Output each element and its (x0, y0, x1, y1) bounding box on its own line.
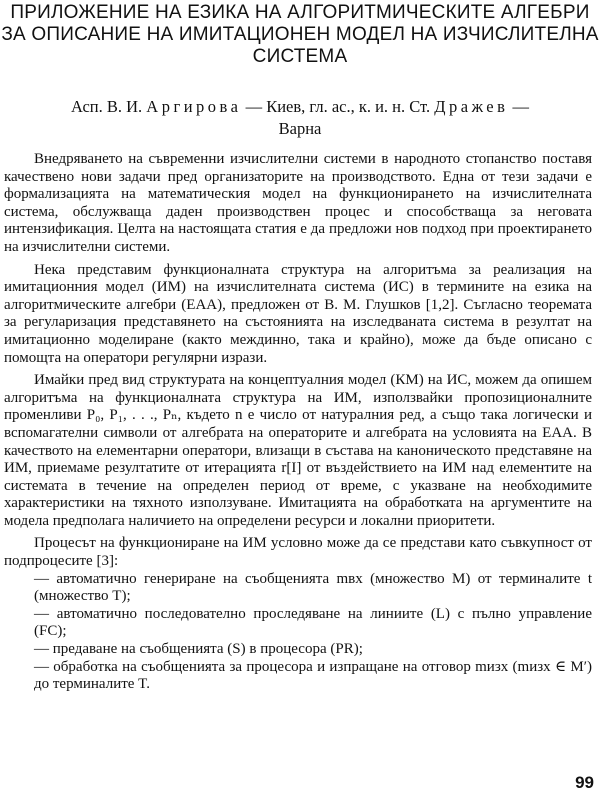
title-line-1: ПРИЛОЖЕНИЕ НА ЕЗИКА НА АЛГОРИТМИЧЕСКИТЕ АЛГЕБРИ (10, 2, 590, 23)
title-line-3: СИСТЕМА (252, 46, 348, 67)
list-item: — предаване на съобщенията (S) в процесора (PR); (34, 641, 363, 658)
title-line-2: ЗА ОПИСАНИЕ НА ИМИТАЦИОНЕН МОДЕЛ НА ИЗЧИСЛИТЕЛНА (1, 24, 599, 45)
list-item: — обработка на съобщенията за процесора и изпращане на отговор mизх (mизх ∈ M′) до терминалите T. (34, 658, 592, 693)
author2-name: Дражев (434, 97, 509, 116)
author-block (0, 96, 600, 140)
page-number: 99 (575, 773, 594, 792)
author1-name: Аргирова (146, 97, 242, 116)
author1-affiliation: — Киев, гл. ас., к. и. н. Ст. (241, 97, 435, 116)
author2-suffix: — (508, 97, 530, 116)
article-title (0, 2, 600, 68)
article-body (4, 151, 592, 694)
author-line-2: Варна (278, 119, 322, 138)
list-item: — автоматично генериране на съобщенията mвх (множество M) от терминалите t (множество T); (34, 570, 592, 605)
paragraph-1: Внедряването на съвременни изчислителни системи в народното стопанство поставя качествено нови задачи пред организаторите на производството. Една от тези задачи е формализацията на математическия модел на функционирането на изчислителната система, обслужваща даден производствен процес и способстваща за неговата интензификация. Целта на настоящата статия е да предложи нов подход при проектирането на изчислителни системи. (4, 151, 592, 255)
author-line-1 (0, 96, 600, 118)
paragraph-4: Процесът на функциониране на ИМ условно може да се представи като съвкупност от подпроцесите [3]: (4, 535, 592, 570)
paragraph-2: Нека представим функционалната структура на алгоритъма за реализация на имитационния модел (ИМ) на изчислителната система (ИС) в термините на езика на алгоритмическите алгебри (ЕАА), предложен от В. М. Глушков [1,2]. Съгласно теоремата за регуларизация представянето на състоянията на изследваната система в резултат на имитационно моделиране (както междинно, така и крайно), може да бъде описано с помощта на оператори регулярни изрази. (4, 261, 592, 366)
list-item: — автоматично последователно проследяване на линиите (L) с пълно управление (FC); (34, 605, 592, 640)
paragraph-3: Имайки пред вид структурата на концептуалния модел (КМ) на ИС, можем да опишем алгоритъма на функционалната структура на ИМ, използвайки пропозиционалните променливи P₀, P₁, . . ., Pₙ, където n е число от натуралния ред, а също така логически и вспомагателни символи от алгебрата на операторите и алгебрата на условията на ЕАА. В качеството на елементарни оператори, влизащи в състава на каноническото представяне на ИМ, приемаме резултатите от итерацията r[I] от въздействието на ИМ над елементите на системата в течение на определен период от време, с указване на необходимите характеристики на тяхното използуване. Имитацията на обработката на аргументите на модела предполага наличието на определени ресурси и локални приоритети. (4, 372, 592, 529)
author1-prefix: Асп. В. И. (70, 97, 147, 116)
